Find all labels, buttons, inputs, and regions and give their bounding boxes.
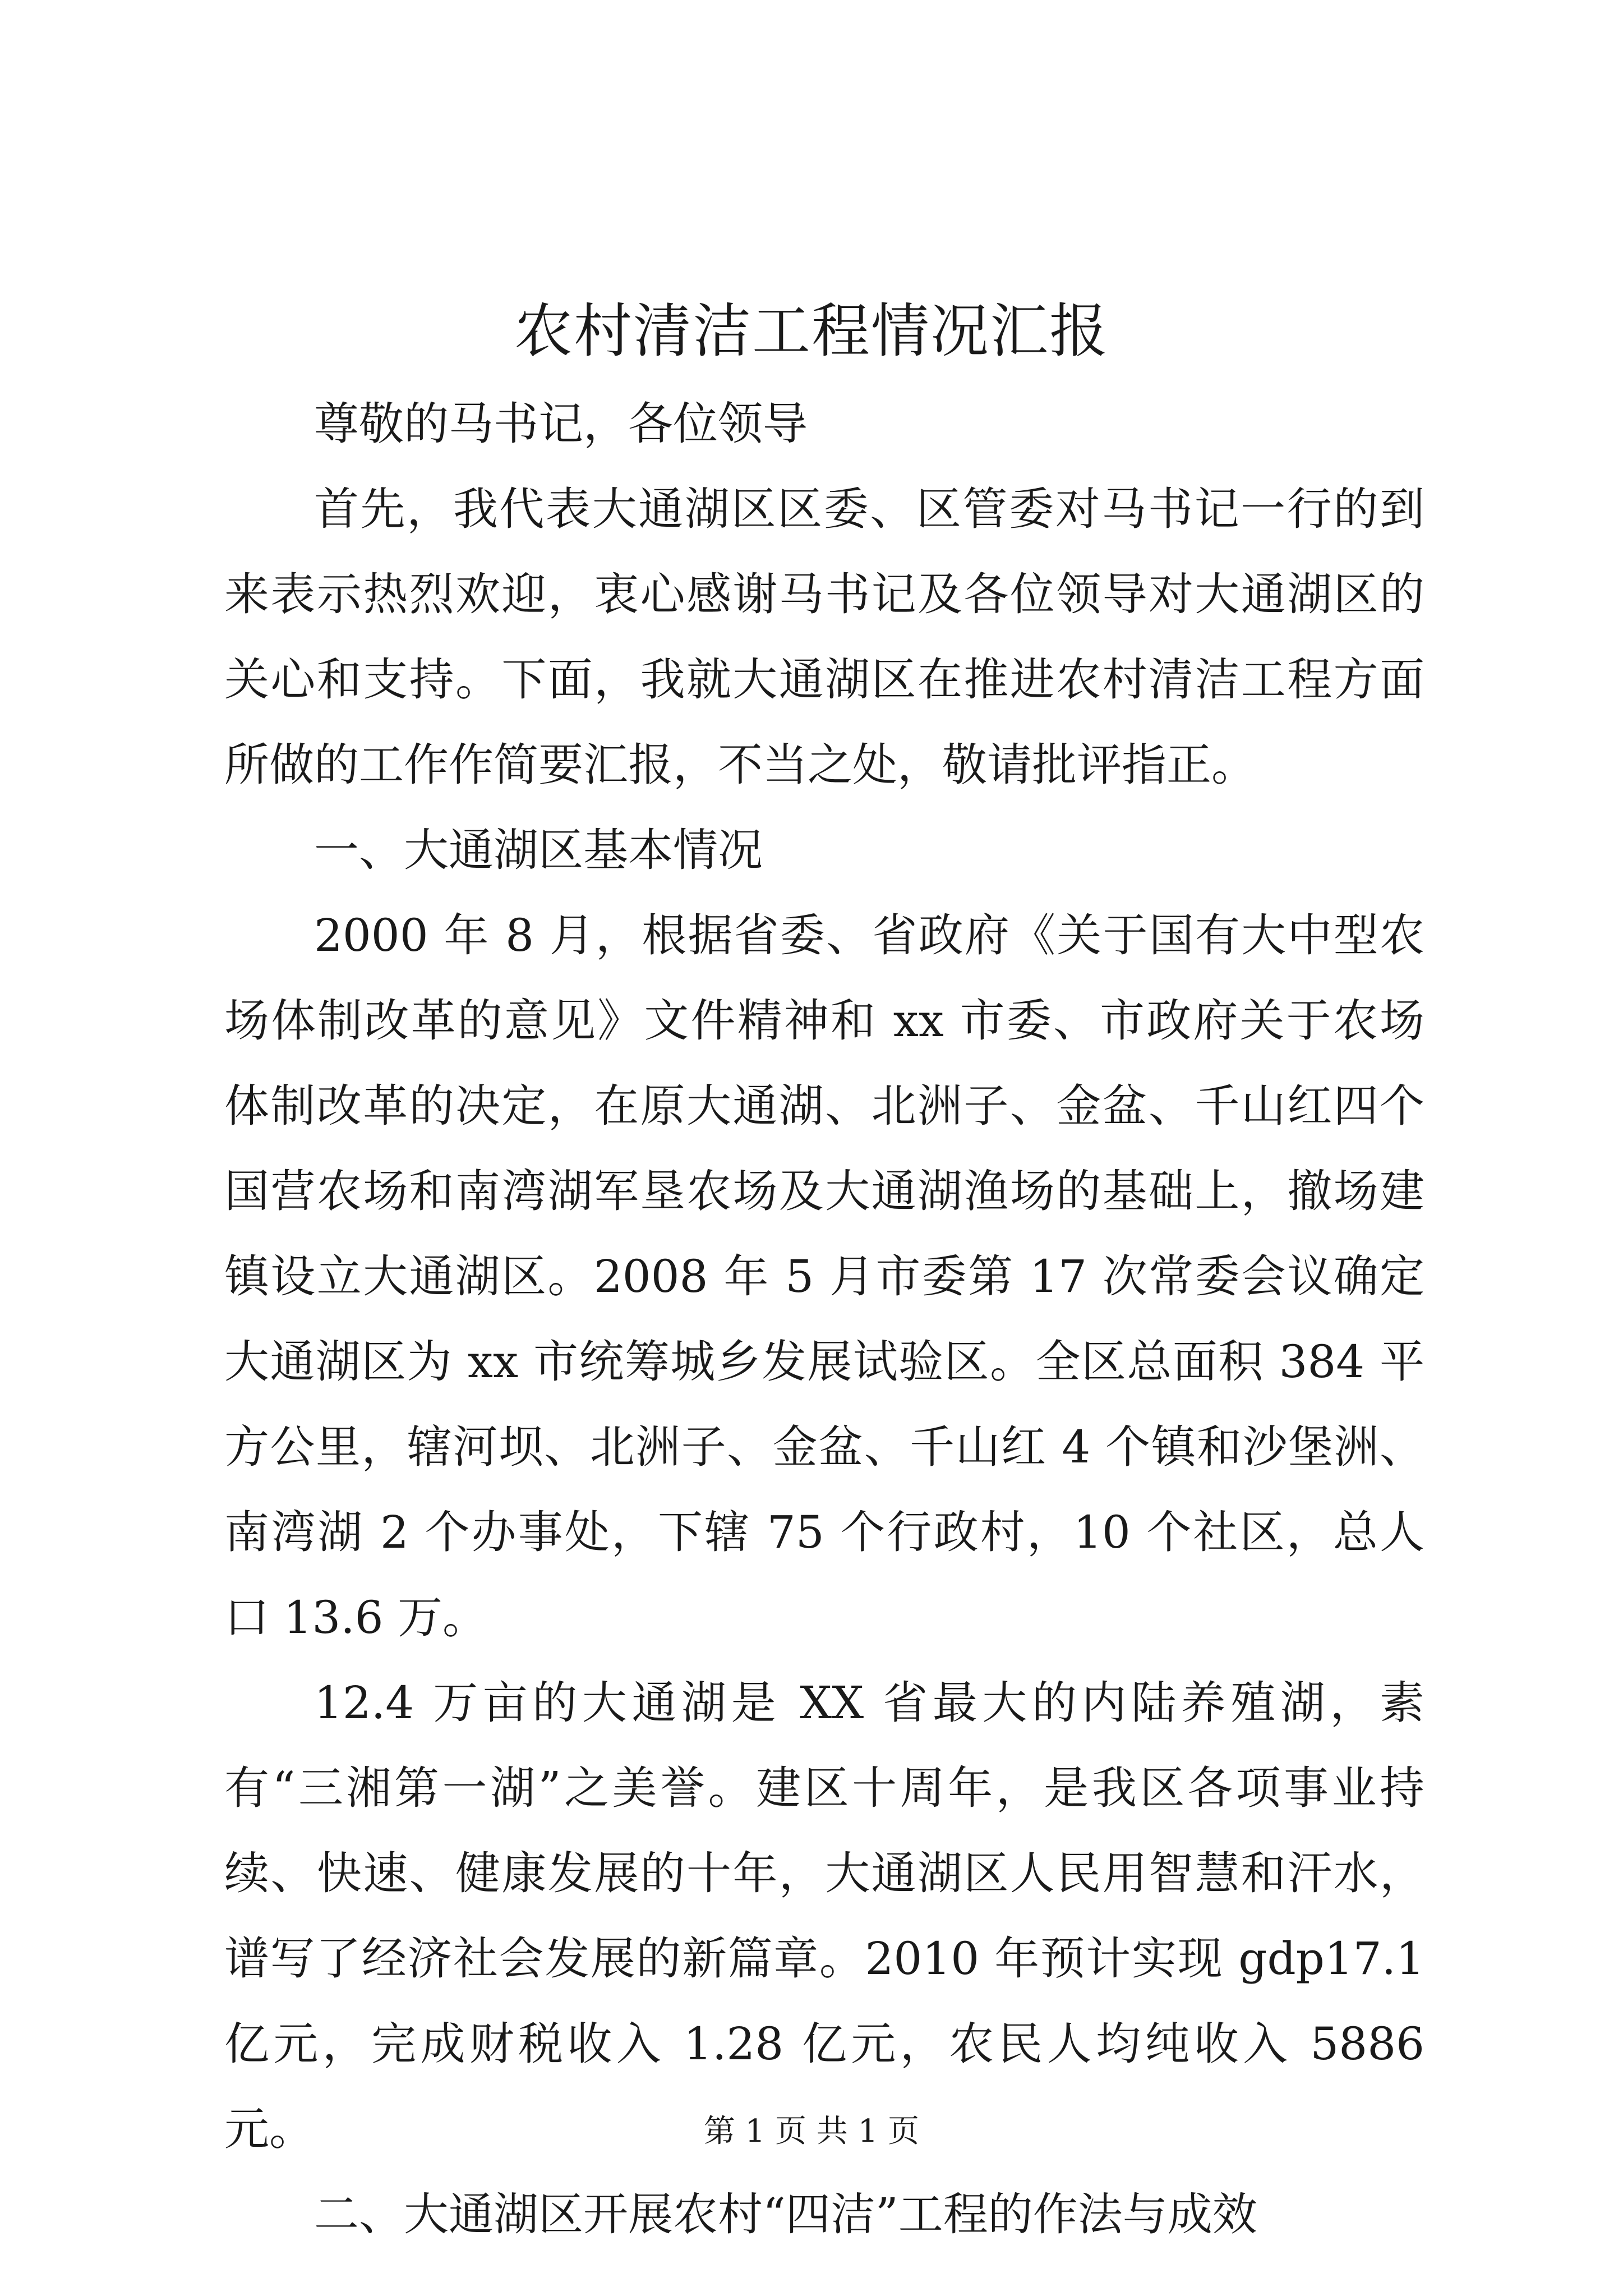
paragraph-lake: 12.4 万亩的大通湖是 XX 省最大的内陆养殖湖，素有“三湘第一湖”之美誉。建区十周年，是我区各项事业持续、快速、健康发展的十年，大通湖区人民用智慧和汗水，谱写了经济社会发展的新篇章。2010 年预计实现 gdp17.1 亿元，完成财税收入 1.28 亿元，农民人均纯收入 5886 元。 xyxy=(224,1677,1424,2155)
page-number-footer: 第 1 页 共 1 页 xyxy=(703,2113,920,2150)
document-body xyxy=(224,381,1424,2257)
section-heading-2: 二、大通湖区开展农村“四洁”工程的作法与成效 xyxy=(314,2188,1257,2240)
section-heading-1: 一、大通湖区基本情况 xyxy=(314,824,763,876)
paragraph-intro: 首先，我代表大通湖区区委、区管委对马书记一行的到来表示热烈欢迎，衷心感谢马书记及各位领导对大通湖区的关心和支持。下面，我就大通湖区在推进农村清洁工程方面所做的工作作简要汇报，不当之处，敬请批评指正。 xyxy=(224,483,1424,791)
paragraph-background: 2000 年 8 月，根据省委、省政府《关于国有大中型农场体制改革的意见》文件精神和 xx 市委、市政府关于农场体制改革的决定，在原大通湖、北洲子、金盆、千山红四个国营农场和南湾湖军垦农场及大通湖渔场的基础上，撤场建镇设立大通湖区。2008 年 5 月市委第 17 次常委会议确定大通湖区为 xx 市统筹城乡发展试验区。全区总面积 384 平方公里，辖河坝、北洲子、金盆、千山红 4 个镇和沙堡洲、南湾湖 2 个办事处，下辖 75 个行政村，10 个社区，总人口 13.6 万。 xyxy=(224,909,1424,1644)
salutation: 尊敬的马书记，各位领导 xyxy=(314,398,808,450)
page-title: 农村清洁工程情况汇报 xyxy=(514,297,1109,365)
